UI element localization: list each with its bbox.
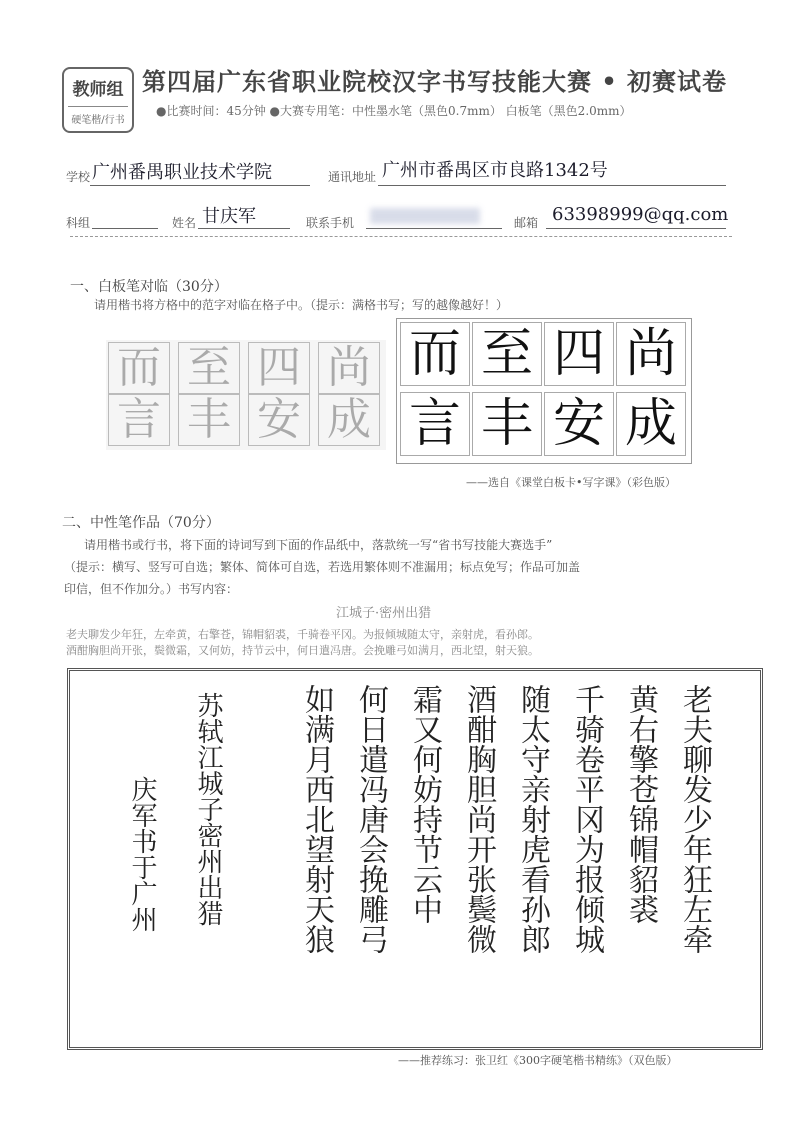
badge-title: 教师组 bbox=[72, 80, 124, 100]
artwork-column: 黄右擎苍锦帽貂裘 bbox=[623, 684, 658, 924]
written-char: 成 bbox=[616, 392, 686, 456]
section1-instruction: 请用楷书将方格中的范字对临在格子中。（提示：满格书写；写的越像越好！） bbox=[94, 298, 509, 312]
address-underline bbox=[378, 185, 726, 186]
section2-heading: 二、中性笔作品（70分） bbox=[62, 515, 220, 531]
model-char: 四 bbox=[248, 342, 310, 394]
model-char: 言 bbox=[108, 394, 170, 446]
name-label: 姓名 bbox=[172, 216, 197, 230]
written-char: 四 bbox=[544, 322, 614, 386]
section1-heading: 一、白板笔对临（30分） bbox=[70, 279, 228, 295]
signature-author: 庆军书于广州 bbox=[127, 776, 157, 932]
model-char: 而 bbox=[108, 342, 170, 394]
written-char: 丰 bbox=[472, 392, 542, 456]
phone-label: 联系手机 bbox=[306, 216, 355, 230]
badge-subtitle: 硬笔楷/行书 bbox=[68, 106, 128, 126]
artwork-column: 老夫聊发少年狂左牵 bbox=[677, 684, 712, 954]
poem-line: 老夫聊发少年狂，左牵黄，右擎苍，锦帽貂裘，千骑卷平冈。为报倾城随太守，亲射虎，看孙郎。 bbox=[66, 628, 539, 641]
name-value[interactable]: 甘庆军 bbox=[202, 206, 256, 227]
artwork-column: 霜又何妨持节云中 bbox=[407, 684, 442, 924]
phone-redaction bbox=[370, 208, 480, 224]
dept-label: 科组 bbox=[66, 216, 91, 230]
artwork-column: 何日遣冯唐会挽雕弓 bbox=[353, 684, 388, 954]
name-underline bbox=[198, 228, 290, 229]
email-label: 邮箱 bbox=[514, 216, 539, 230]
model-char: 安 bbox=[248, 394, 310, 446]
address-value[interactable]: 广州市番禺区市良路1342号 bbox=[382, 160, 608, 181]
written-char: 安 bbox=[544, 392, 614, 456]
group-badge bbox=[62, 67, 134, 133]
section2-instruction: 印信，但不作加分。）书写内容： bbox=[64, 582, 239, 596]
email-value[interactable]: 63398999@qq.com bbox=[552, 204, 729, 225]
school-underline bbox=[90, 185, 310, 186]
page-subtitle: ●比赛时间：45分钟 ●大赛专用笔：中性墨水笔（黑色0.7mm） 白板笔（黑色2.0mm） bbox=[156, 104, 632, 118]
section2-footer: ——推荐练习：张卫红《300字硬笔楷书精练》（双色版） bbox=[398, 1054, 678, 1067]
model-char: 至 bbox=[178, 342, 240, 394]
artwork-column: 酒酣胸胆尚开张鬓微 bbox=[461, 684, 496, 954]
divider bbox=[70, 236, 732, 237]
page-title: 第四届广东省职业院校汉字书写技能大赛 • 初赛试卷 bbox=[142, 67, 728, 96]
school-label: 学校 bbox=[66, 170, 91, 184]
phone-underline bbox=[366, 228, 502, 229]
artwork-column: 千骑卷平冈为报倾城 bbox=[569, 684, 604, 954]
written-char: 尚 bbox=[616, 322, 686, 386]
poem-title: 江城子·密州出猎 bbox=[336, 606, 432, 621]
artwork-column: 如满月西北望射天狼 bbox=[299, 684, 334, 954]
section2-instruction: 请用楷书或行书，将下面的诗词写到下面的作品纸中，落款统一写“省书写技能大赛选手” bbox=[84, 538, 553, 552]
dept-underline[interactable] bbox=[92, 228, 158, 229]
section1-source: ——选自《课堂白板卡•写字课》（彩色版） bbox=[466, 476, 676, 489]
written-char: 至 bbox=[472, 322, 542, 386]
written-char: 言 bbox=[400, 392, 470, 456]
signature-poem: 苏轼江城子密州出猎 bbox=[193, 692, 223, 926]
model-char: 尚 bbox=[318, 342, 380, 394]
address-label: 通讯地址 bbox=[328, 170, 377, 184]
school-value[interactable]: 广州番禺职业技术学院 bbox=[92, 162, 272, 183]
model-char: 成 bbox=[318, 394, 380, 446]
written-char: 而 bbox=[400, 322, 470, 386]
artwork-column: 随太守亲射虎看孙郎 bbox=[515, 684, 550, 954]
email-underline bbox=[546, 228, 726, 229]
poem-line: 酒酣胸胆尚开张，鬓微霜，又何妨，持节云中，何日遣冯唐。会挽雕弓如满月，西北望，射天狼。 bbox=[66, 644, 539, 657]
model-char: 丰 bbox=[178, 394, 240, 446]
section2-instruction: （提示：横写、竖写可自选；繁体、简体可自选，若选用繁体则不准漏用；标点免写；作品可加盖 bbox=[64, 560, 581, 574]
